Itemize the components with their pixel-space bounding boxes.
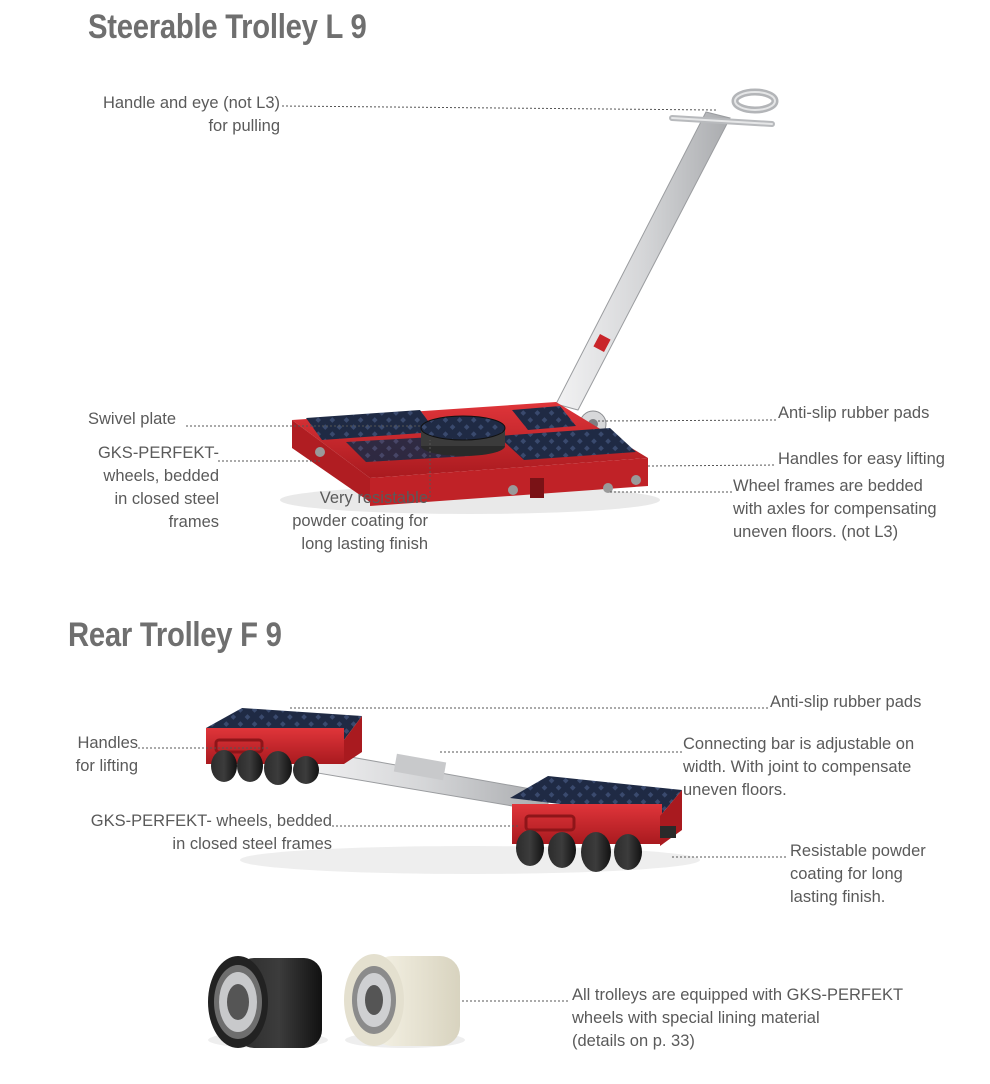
label-line: Very resistable (319, 489, 428, 507)
label-line: uneven floors. (683, 781, 787, 799)
label-wheels-lining (572, 984, 903, 1053)
label-line: lasting finish. (790, 888, 886, 906)
label-line: Handles (77, 734, 138, 752)
label-rear-gks-wheels (91, 810, 332, 856)
label-anti-slip-pads (778, 402, 929, 425)
label-gks-wheels (98, 442, 219, 534)
label-handle-eye (103, 92, 280, 138)
steerable-trolley-title: Steerable Trolley L 9 (88, 8, 367, 46)
label-rear-anti-slip-pads (770, 691, 921, 714)
label-line: in closed steel (114, 490, 219, 508)
label-line: Connecting bar is adjustable on (683, 735, 915, 753)
label-line: powder coating for (292, 512, 428, 530)
label-line: (details on p. 33) (572, 1032, 695, 1050)
label-line: All trolleys are equipped with GKS-PERFEKT (572, 986, 904, 1004)
label-line: GKS-PERFEKT- wheels, bedded (90, 812, 332, 830)
label-rear-handles (76, 732, 138, 778)
label-line: coating for long (790, 865, 903, 883)
label-wheel-frames (733, 475, 937, 544)
label-line: in closed steel frames (172, 835, 332, 853)
label-line: GKS-PERFEKT- (97, 444, 219, 462)
rear-trolley-title: Rear Trolley F 9 (68, 616, 282, 654)
label-line: Swivel plate (88, 410, 177, 428)
label-line: Anti-slip rubber pads (778, 404, 930, 422)
label-line: frames (168, 513, 219, 531)
label-line: Handle and eye (not L3) (102, 94, 280, 112)
label-lifting-handles (778, 448, 945, 471)
label-line: Resistable powder (790, 842, 926, 860)
label-swivel-plate (88, 408, 176, 431)
label-line: for lifting (75, 757, 138, 775)
label-line: with axles for compensating (733, 500, 937, 518)
label-powder-coating (292, 487, 428, 556)
wheels-image (208, 954, 465, 1048)
label-rear-powder-coating (790, 840, 926, 909)
label-line: wheels, bedded (103, 467, 219, 485)
label-line: for pulling (208, 117, 280, 135)
label-line: wheels with special lining material (572, 1009, 820, 1027)
label-line: uneven floors. (not L3) (733, 523, 899, 541)
label-connecting-bar (683, 733, 914, 802)
label-line: Anti-slip rubber pads (770, 693, 922, 711)
steerable-trolley-image (280, 92, 775, 514)
label-line: long lasting finish (301, 535, 428, 553)
label-line: Handles for easy lifting (778, 450, 945, 468)
label-line: width. With joint to compensate (683, 758, 912, 776)
label-line: Wheel frames are bedded (733, 477, 923, 495)
